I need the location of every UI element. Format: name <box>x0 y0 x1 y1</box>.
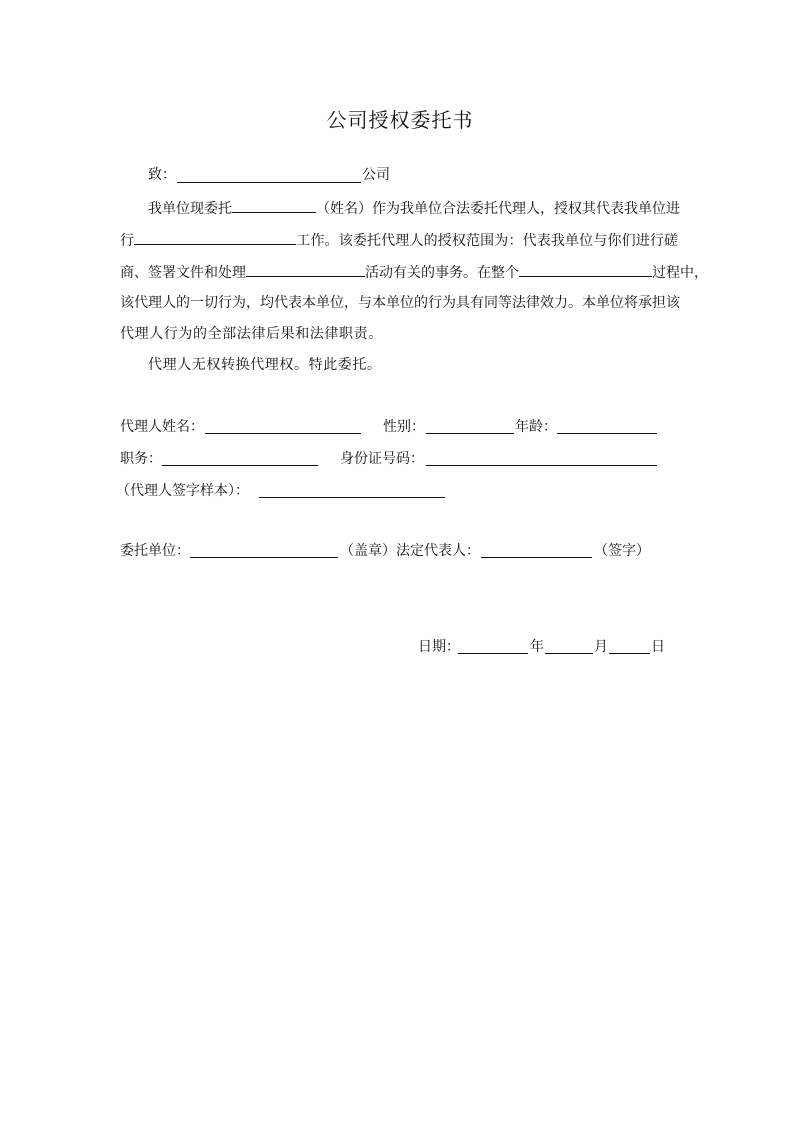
company-name-blank[interactable] <box>177 181 361 183</box>
agent-name-field[interactable] <box>205 432 361 434</box>
paragraph-line-2 <box>120 229 678 249</box>
text: 行 <box>120 233 135 249</box>
date-label: 日期： <box>418 639 460 655</box>
id-number-label: 身份证号码： <box>340 451 424 467</box>
age-field[interactable] <box>557 432 657 434</box>
year-field[interactable] <box>458 652 528 654</box>
paragraph-line-5: 代理人行为的全部法律后果和法律职责。 <box>120 326 383 342</box>
document-title: 公司授权委托书 <box>326 108 474 132</box>
gender-label: 性别： <box>383 419 425 435</box>
seal-legal-rep-label: （盖章）法定代表人： <box>340 543 480 559</box>
signature-sample-field[interactable] <box>259 496 445 498</box>
paragraph-line-3 <box>120 261 708 281</box>
to-label: 致： <box>148 167 176 183</box>
agent-name-blank[interactable] <box>232 197 316 213</box>
agent-name-label: 代理人姓名： <box>120 419 204 435</box>
id-number-field[interactable] <box>426 464 657 466</box>
text: 我单位现委托 <box>148 201 232 217</box>
text: 过程中， <box>652 265 708 281</box>
text: 工作。该委托代理人的授权范围为：代表我单位与你们进行磋 <box>296 233 679 249</box>
text: （姓名）作为我单位合法委托代理人，授权其代表我单位进 <box>316 201 680 217</box>
day-field[interactable] <box>609 652 650 654</box>
text: 商、签署文件和处理 <box>120 265 246 281</box>
signature-sample-label: （代理人签字样本）： <box>116 483 249 499</box>
process-blank[interactable] <box>519 261 652 277</box>
entrusting-unit-field[interactable] <box>190 556 338 558</box>
legal-rep-field[interactable] <box>481 556 592 558</box>
paragraph-line-6: 代理人无权转换代理权。特此委托。 <box>148 357 382 373</box>
paragraph-line-1 <box>148 197 678 217</box>
company-suffix: 公司 <box>362 167 390 183</box>
activity-blank[interactable] <box>246 261 365 277</box>
position-label: 职务： <box>120 451 162 467</box>
work-blank[interactable] <box>134 229 296 245</box>
sign-label: （签字） <box>594 543 650 559</box>
text: 活动有关的事务。在整个 <box>365 265 519 281</box>
month-field[interactable] <box>545 652 593 654</box>
age-label: 年龄： <box>515 419 557 435</box>
paragraph-line-4: 该代理人的一切行为，均代表本单位，与本单位的行为具有同等法律效力。本单位将承担该 <box>120 295 680 311</box>
gender-field[interactable] <box>426 432 514 434</box>
entrusting-unit-label: 委托单位： <box>120 543 190 559</box>
month-label: 月 <box>594 639 608 655</box>
year-label: 年 <box>530 639 544 655</box>
day-label: 日 <box>651 639 665 655</box>
position-field[interactable] <box>162 464 318 466</box>
